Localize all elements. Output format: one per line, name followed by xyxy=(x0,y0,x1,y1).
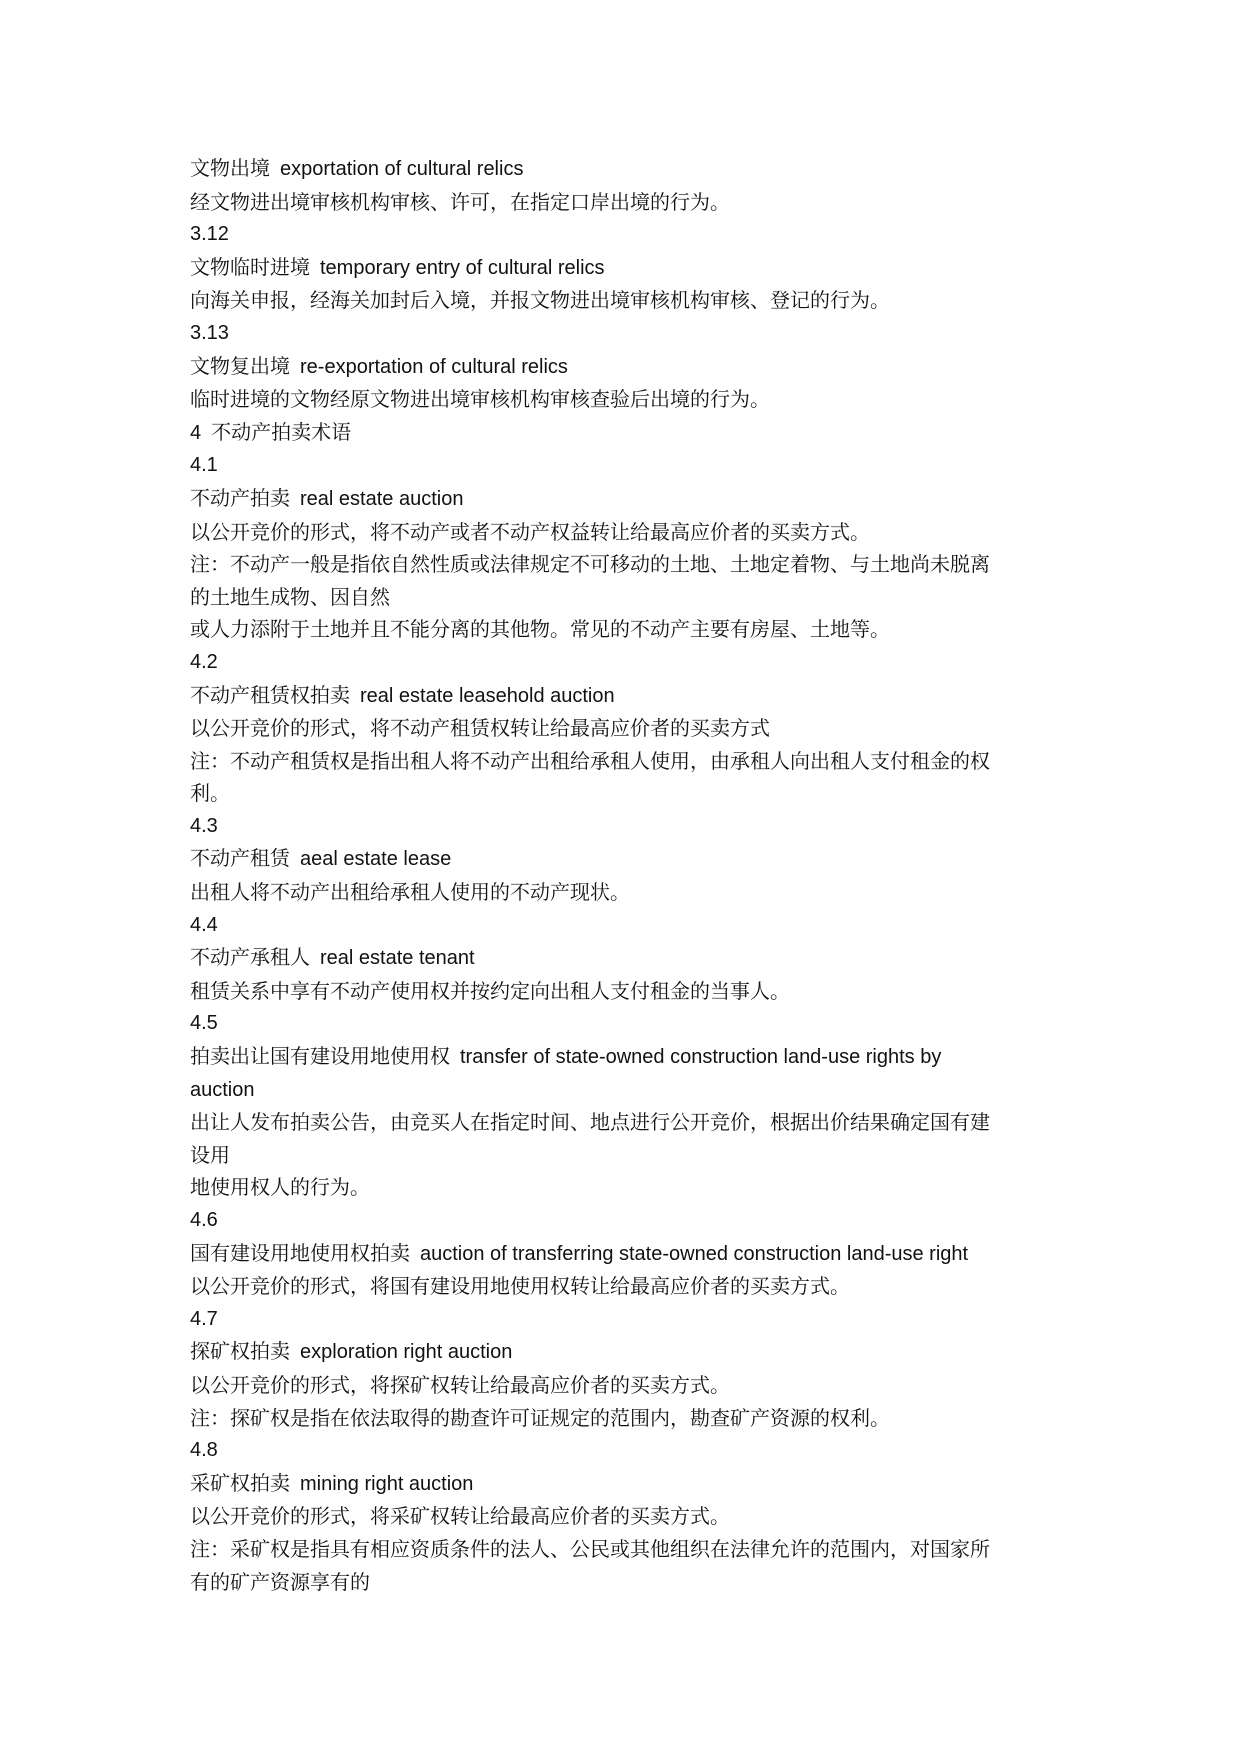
section-number: 3.12 xyxy=(190,223,229,246)
definition-text: 出租人将不动产出租给承租人使用的不动产现状。 xyxy=(190,880,630,905)
definition-text: 注：不动产一般是指依自然性质或法律规定不可移动的土地、土地定着物、与土地尚未脱离 xyxy=(190,552,990,577)
definition-text: 租赁关系中享有不动产使用权并按约定向出租人支付租金的当事人。 xyxy=(190,978,790,1003)
section-number: 4.7 xyxy=(190,1307,218,1330)
definition-text: 利。 xyxy=(190,781,230,806)
term-english: transfer of state-owned construction land-use rights by xyxy=(460,1046,942,1069)
heading-number: 4 xyxy=(190,421,202,444)
term-line xyxy=(190,1467,1070,1501)
term-chinese: 拍卖出让国有建设用地使用权 xyxy=(190,1044,450,1069)
section-number: 4.2 xyxy=(190,650,218,673)
term-english: auction of transferring state-owned construction land-use right xyxy=(420,1242,969,1265)
document-page xyxy=(190,152,1070,1598)
term-english-continuation: auction xyxy=(190,1078,255,1101)
term-chinese: 不动产租赁权拍卖 xyxy=(190,682,350,707)
definition-text: 注：不动产租赁权是指出租人将不动产出租给承租人使用，由承租人向出租人支付租金的权 xyxy=(190,748,990,773)
term-english: mining right auction xyxy=(300,1472,474,1495)
term-english: exportation of cultural relics xyxy=(280,158,524,180)
definition-text: 临时进境的文物经原文物进出境审核机构审核查验后出境的行为。 xyxy=(190,387,770,412)
term-line xyxy=(190,1040,1070,1074)
term-chinese: 文物出境 xyxy=(190,156,270,180)
section-heading xyxy=(190,416,1070,450)
section-number: 4.6 xyxy=(190,1209,218,1231)
term-english: real estate leasehold auction xyxy=(360,684,615,707)
definition-text: 有的矿产资源享有的 xyxy=(190,1569,370,1594)
term-chinese: 国有建设用地使用权拍卖 xyxy=(190,1240,410,1265)
term-english: real estate tenant xyxy=(320,947,475,970)
definition-text: 以公开竞价的形式，将不动产或者不动产权益转让给最高应价者的买卖方式。 xyxy=(190,519,870,544)
definition-text: 出让人发布拍卖公告，由竞买人在指定时间、地点进行公开竞价，根据出价结果确定国有建 xyxy=(190,1110,990,1135)
definition-text: 以公开竞价的形式，将国有建设用地使用权转让给最高应价者的买卖方式。 xyxy=(190,1274,850,1299)
section-number: 3.13 xyxy=(190,321,229,344)
term-chinese: 探矿权拍卖 xyxy=(190,1339,290,1364)
term-chinese: 不动产承租人 xyxy=(190,945,310,970)
definition-text: 注：探矿权是指在依法取得的勘查许可证规定的范围内，勘查矿产资源的权利。 xyxy=(190,1405,890,1430)
term-line xyxy=(190,350,1070,384)
term-line xyxy=(190,941,1070,975)
term-line xyxy=(190,251,1070,285)
term-line xyxy=(190,842,1070,876)
term-chinese: 文物临时进境 xyxy=(190,254,310,279)
term-line xyxy=(190,1335,1070,1369)
term-english: re-exportation of cultural relics xyxy=(300,355,568,378)
section-number: 4.8 xyxy=(190,1439,218,1462)
term-line xyxy=(190,482,1070,516)
term-line xyxy=(190,1237,1070,1271)
definition-text: 或人力添附于土地并且不能分离的其他物。常见的不动产主要有房屋、土地等。 xyxy=(190,617,890,642)
definition-text: 向海关申报，经海关加封后入境，并报文物进出境审核机构审核、登记的行为。 xyxy=(190,288,890,313)
definition-text: 以公开竞价的形式，将不动产租赁权转让给最高应价者的买卖方式 xyxy=(190,716,770,741)
definition-text: 地使用权人的行为。 xyxy=(190,1175,370,1200)
definition-text: 以公开竞价的形式，将探矿权转让给最高应价者的买卖方式。 xyxy=(190,1372,730,1397)
term-line xyxy=(190,679,1070,713)
term-english: exploration right auction xyxy=(300,1341,513,1364)
section-number: 4.5 xyxy=(190,1012,218,1035)
section-number: 4.4 xyxy=(190,913,218,936)
definition-text: 经文物进出境审核机构审核、许可，在指定口岸出境的行为。 xyxy=(190,189,730,214)
definition-text: 的土地生成物、因自然 xyxy=(190,584,390,609)
definition-text: 设用 xyxy=(190,1142,230,1167)
section-number: 4.1 xyxy=(190,454,218,477)
term-chinese: 不动产拍卖 xyxy=(190,485,290,510)
term-line xyxy=(190,152,1070,186)
section-number: 4.3 xyxy=(190,814,218,837)
term-chinese: 不动产租赁 xyxy=(190,846,290,871)
definition-text: 注：采矿权是指具有相应资质条件的法人、公民或其他组织在法律允许的范围内，对国家所 xyxy=(190,1536,990,1561)
term-chinese: 文物复出境 xyxy=(190,353,290,378)
definition-text: 以公开竞价的形式，将采矿权转让给最高应价者的买卖方式。 xyxy=(190,1504,730,1529)
term-english: aeal estate lease xyxy=(300,848,452,871)
term-english: real estate auction xyxy=(300,487,464,510)
term-chinese: 采矿权拍卖 xyxy=(190,1470,290,1495)
heading-text: 不动产拍卖术语 xyxy=(211,419,352,444)
term-english: temporary entry of cultural relics xyxy=(320,256,605,279)
